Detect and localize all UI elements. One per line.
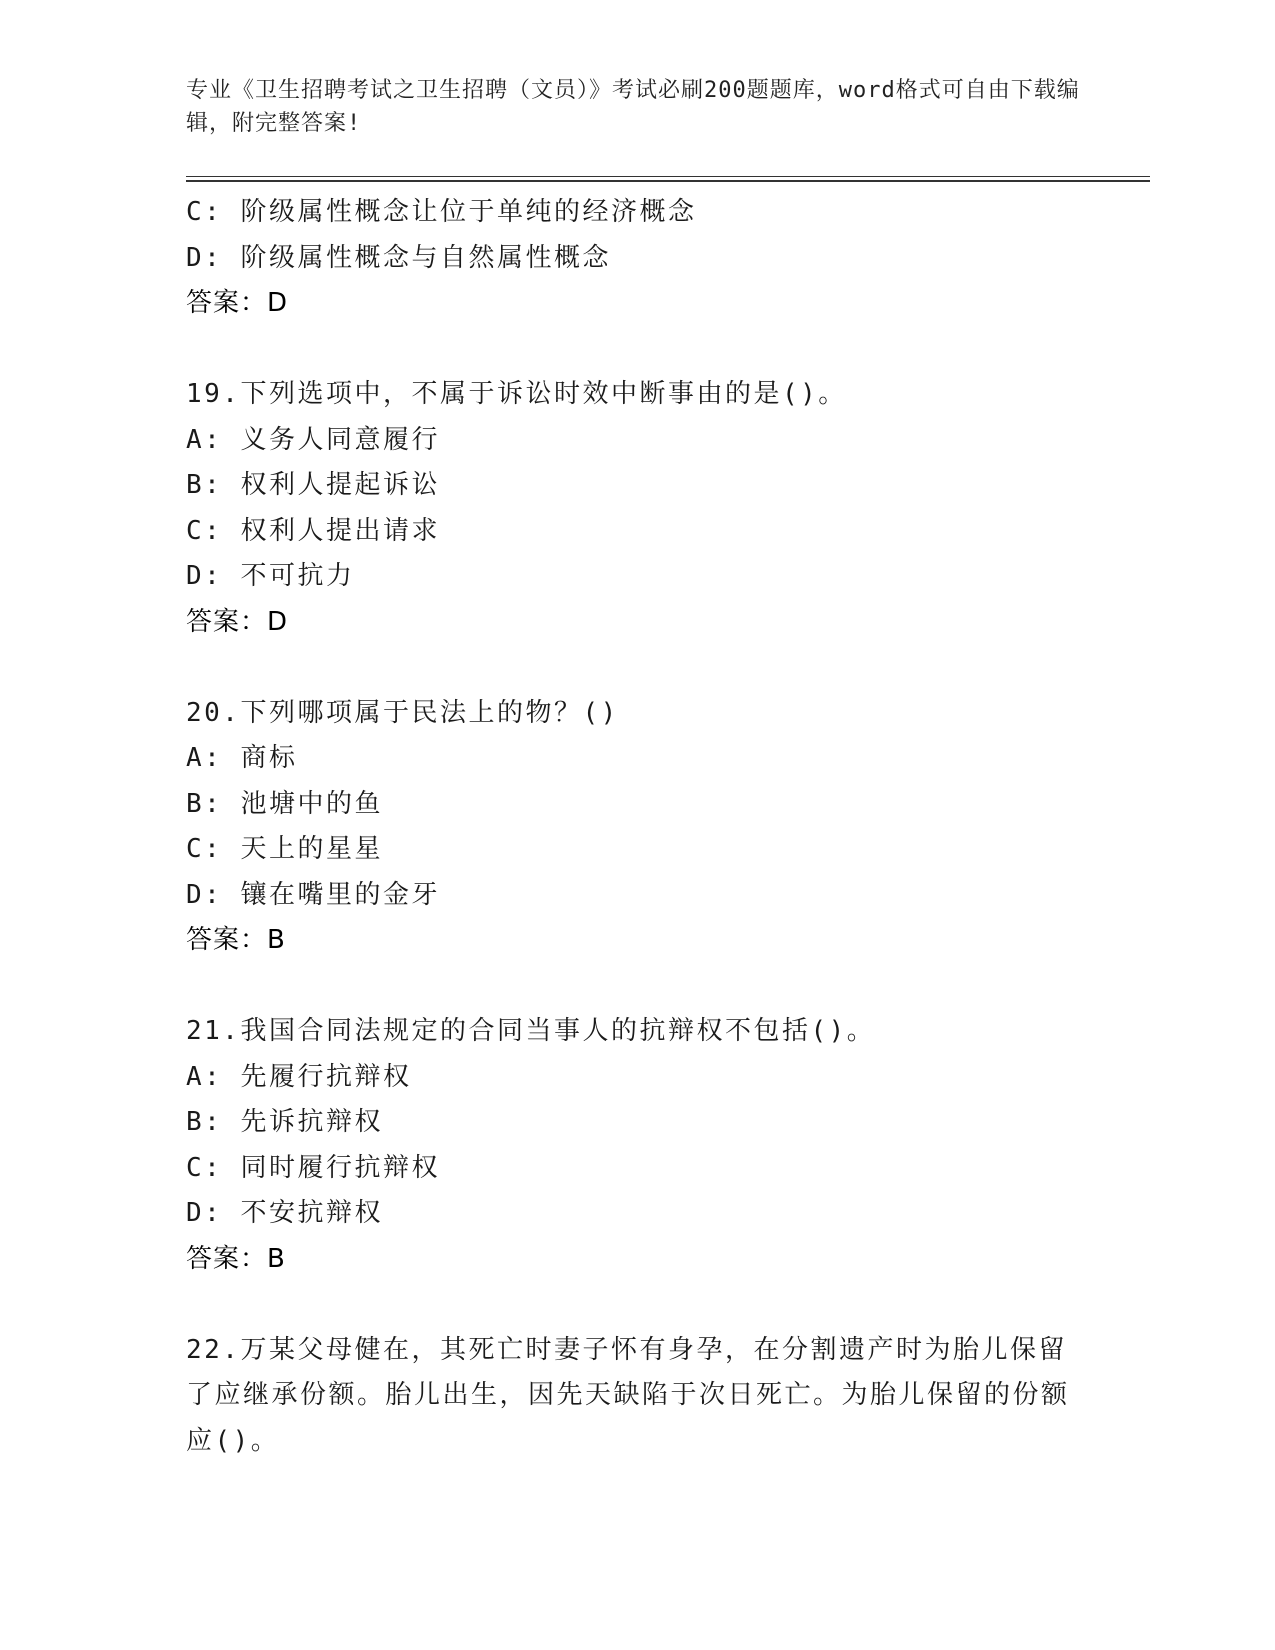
q19-option-c: C: 权利人提出请求: [186, 515, 440, 546]
q19-option-d: D: 不可抗力: [186, 561, 355, 591]
spacer: [186, 964, 1086, 1010]
header-divider-thin: [186, 176, 1150, 177]
header-divider-thick: [186, 180, 1150, 182]
q20-question: 20.下列哪项属于民法上的物？(): [186, 697, 619, 728]
q18-option-d: D: 阶级属性概念与自然属性概念: [186, 242, 611, 273]
document-header-title: 专业《卫生招聘考试之卫生招聘（文员）》考试必刷200题题库，word格式可自由下载编辑，附完整答案!: [186, 78, 1080, 136]
q21-option-b: B: 先诉抗辩权: [186, 1107, 383, 1137]
spacer: [186, 327, 1086, 373]
q20-option-c: C: 天上的星星: [186, 834, 383, 864]
q19-option-a: A: 义务人同意履行: [186, 424, 440, 455]
q22-question: 22.万某父母健在，其死亡时妻子怀有身孕，在分割遗产时为胎儿保留了应继承份额。胎儿出生，因先天缺陷于次日死亡。为胎儿保留的份额应()。: [186, 1334, 1070, 1456]
spacer: [186, 645, 1086, 691]
q20-option-d: D: 镶在嘴里的金牙: [186, 879, 440, 910]
spacer: [186, 1282, 1086, 1328]
q18-answer: 答案：D: [186, 288, 289, 318]
q20-answer: 答案：B: [186, 925, 286, 955]
q21-answer: 答案：B: [186, 1243, 286, 1274]
q21-option-c: C: 同时履行抗辩权: [186, 1152, 440, 1183]
q19-question: 19.下列选项中，不属于诉讼时效中断事由的是()。: [186, 379, 847, 409]
q19-answer: 答案：D: [186, 606, 289, 637]
q18-option-c: C: 阶级属性概念让位于单纯的经济概念: [186, 197, 697, 227]
q19-option-b: B: 权利人提起诉讼: [186, 470, 440, 500]
q21-question: 21.我国合同法规定的合同当事人的抗辩权不包括()。: [186, 1016, 876, 1046]
q21-option-a: A: 先履行抗辩权: [186, 1061, 412, 1092]
q20-option-a: A: 商标: [186, 743, 298, 773]
q20-option-b: B: 池塘中的鱼: [186, 788, 383, 819]
question-list: [186, 190, 1086, 1464]
q21-option-d: D: 不安抗辩权: [186, 1198, 383, 1228]
